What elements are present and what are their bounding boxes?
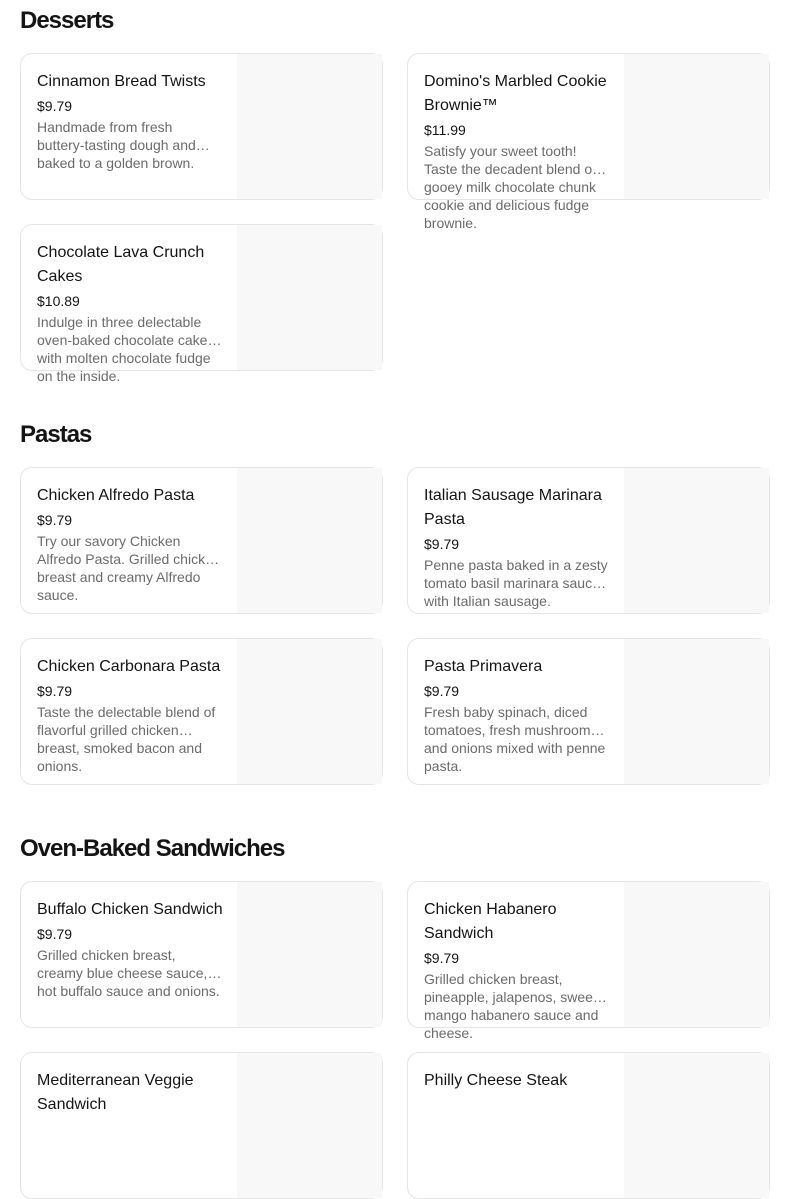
menu-item-name: Chocolate Lava Crunch Cakes — [37, 244, 205, 285]
menu-item-price: $9.79 — [424, 683, 460, 699]
menu-item-image — [237, 225, 382, 370]
menu-item-image — [624, 639, 769, 784]
menu-item-description: Penne pasta baked in a zesty tomato basil marinara sauce with Italian sausage. — [424, 557, 608, 609]
menu-item-card[interactable] — [20, 881, 383, 1028]
menu-item-name: Chicken Alfredo Pasta — [37, 487, 195, 504]
menu-item-price: $10.89 — [37, 293, 80, 309]
menu-item-description: Grilled chicken breast, pineapple, jalapenos, sweet mango habanero sauce and cheese. — [424, 971, 599, 1041]
menu-item-card[interactable] — [407, 467, 770, 614]
menu-item-name: Chicken Carbonara Pasta — [37, 658, 221, 675]
menu-item-price: $11.99 — [424, 122, 466, 138]
menu-item-info — [37, 70, 223, 171]
menu-item-image — [237, 54, 382, 199]
menu-item-price: $9.79 — [37, 98, 73, 114]
section-title-oven-baked-sandwiches: Oven-Baked Sandwiches — [20, 835, 285, 862]
menu-item-description: Grilled chicken breast, creamy blue cheese sauce, hot buffalo sauce and onions. — [37, 947, 220, 999]
menu-item-name: Domino's Marbled Cookie Brownie™ — [424, 73, 607, 114]
menu-item-image — [237, 1053, 382, 1198]
menu-item-name: Philly Cheese Steak — [424, 1072, 568, 1089]
menu-item-name: Pasta Primavera — [424, 658, 543, 675]
menu-item-price: $9.79 — [424, 536, 460, 552]
menu-item-card[interactable] — [20, 467, 383, 614]
menu-item-card[interactable] — [407, 638, 770, 785]
menu-item-card[interactable] — [20, 224, 383, 384]
section-title-desserts: Desserts — [20, 7, 114, 34]
menu-item-info — [37, 898, 223, 999]
menu-item-card[interactable] — [20, 1052, 383, 1199]
menu-item-info — [37, 1069, 223, 1119]
menu-item-info — [424, 484, 610, 609]
menu-item-info — [424, 70, 610, 231]
menu-item-description: Fresh baby spinach, diced tomatoes, fresh mushrooms and onions mixed with penne pasta. — [424, 704, 606, 774]
section-title-pastas: Pastas — [20, 421, 92, 448]
menu-item-card[interactable] — [407, 1052, 770, 1199]
menu-item-image — [624, 1053, 769, 1198]
menu-item-description: Try our savory Chicken Alfredo Pasta. Grilled chicken breast and creamy Alfredo sauce. — [37, 533, 221, 603]
menu-item-image — [624, 54, 769, 199]
menu-item-info — [424, 655, 610, 774]
menu-item-info — [37, 484, 223, 603]
menu-item-image — [624, 882, 769, 1027]
menu-item-name: Italian Sausage Marinara Pasta — [424, 487, 602, 528]
menu-item-name: Chicken Habanero Sandwich — [424, 901, 557, 942]
menu-item-card[interactable] — [20, 638, 383, 785]
menu-item-name: Buffalo Chicken Sandwich — [37, 901, 223, 918]
menu-item-image — [237, 639, 382, 784]
menu-item-image — [237, 882, 382, 1027]
menu-item-price: $9.79 — [424, 950, 460, 966]
menu-item-image — [624, 468, 769, 613]
menu-item-card[interactable] — [20, 53, 383, 200]
menu-item-name: Mediterranean Veggie Sandwich — [37, 1072, 194, 1113]
menu-item-image — [237, 468, 382, 613]
menu-item-name: Cinnamon Bread Twists — [37, 73, 206, 90]
menu-item-price: $9.79 — [37, 683, 73, 699]
menu-item-card[interactable] — [407, 881, 770, 1041]
menu-item-price: $9.79 — [37, 512, 73, 528]
menu-item-info — [424, 1069, 610, 1095]
menu-item-description: Satisfy your sweet tooth! Taste the decadent blend of gooey milk chocolate chunk cookie and delicious fudge brownie. — [424, 143, 597, 231]
menu-item-info — [37, 655, 223, 774]
menu-item-description: Handmade from fresh buttery-tasting dough and baked to a golden brown. — [37, 119, 196, 171]
menu-item-price: $9.79 — [37, 926, 73, 942]
menu-item-description: Indulge in three delectable oven-baked chocolate cakes with molten chocolate fudge on the inside. — [37, 314, 215, 384]
menu-item-card[interactable] — [407, 53, 770, 231]
menu-item-info — [37, 241, 223, 384]
menu-item-info — [424, 898, 610, 1041]
menu-item-description: Taste the delectable blend of flavorful grilled chicken breast, smoked bacon and onions. — [37, 704, 216, 774]
